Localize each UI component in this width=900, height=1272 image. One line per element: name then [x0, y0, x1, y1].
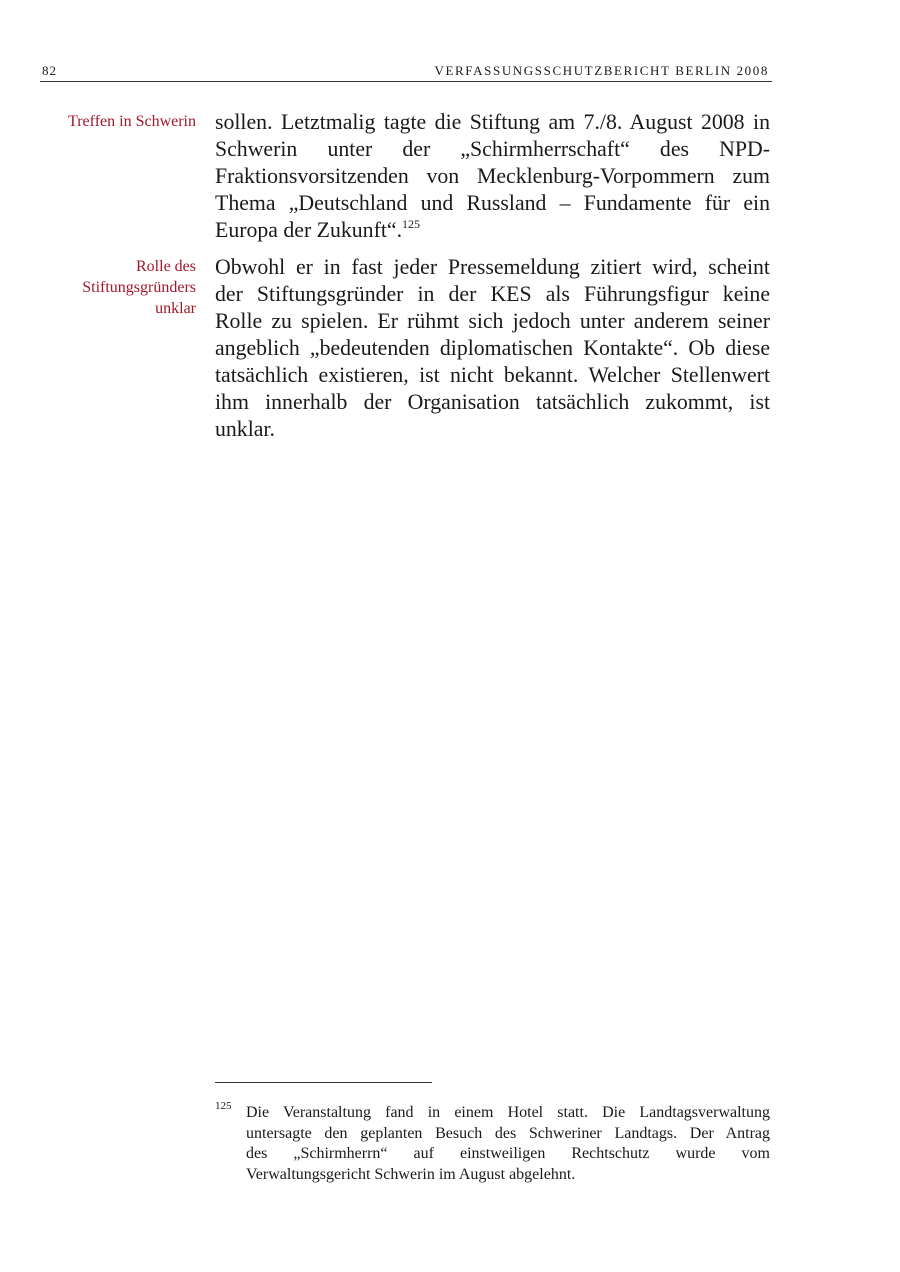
margin-note-treffen [26, 111, 196, 132]
paragraph-line-text: Europa der Zukunft“. [215, 218, 403, 242]
margin-note-line: Rolle des [136, 258, 196, 275]
footnote-line-last: Verwaltungsgericht Schwerin im August abgelehnt. [246, 1165, 576, 1183]
paragraph-line: Rolle zu spielen. Er rühmt sich jedoch unter anderem seiner [215, 309, 770, 333]
footnote-reference[interactable]: 125 [402, 217, 421, 231]
footnote-line: Die Veranstaltung fand in einem Hotel statt. Die Landtagsverwaltung [246, 1104, 770, 1121]
paragraph-line: tatsächlich existieren, ist nicht bekannt. Welcher Stellenwert [215, 363, 770, 387]
paragraph-line: Thema „Deutschland und Russland – Fundamente für ein [215, 191, 770, 215]
running-header-title: VERFASSUNGSSCHUTZBERICHT BERLIN 2008 [434, 63, 769, 78]
body-paragraph-1 [215, 109, 770, 244]
paragraph-line: der Stiftungsgründer in der KES als Führungsfigur keine [215, 282, 770, 306]
body-paragraph-2 [215, 254, 770, 443]
margin-note-line: Treffen in Schwerin [68, 113, 196, 130]
paragraph-line-last: unklar. [215, 417, 275, 441]
margin-note-rolle [26, 256, 196, 319]
footnote-text [246, 1103, 770, 1185]
paragraph-line: angeblich „bedeutenden diplomatischen Kontakte“. Ob diese [215, 336, 770, 360]
paragraph-line: Obwohl er in fast jeder Pressemeldung zitiert wird, scheint [215, 255, 770, 279]
page-number: 82 [42, 63, 57, 78]
footnote-line: des „Schirmherrn“ auf einstweiligen Rechtschutz wurde vom [246, 1145, 770, 1162]
paragraph-line: Fraktionsvorsitzenden von Mecklenburg-Vorpommern zum [215, 164, 770, 188]
paragraph-line: sollen. Letztmalig tagte die Stiftung am 7./8. August 2008 in [215, 110, 770, 134]
margin-note-line: Stiftungsgründers [82, 279, 196, 296]
header-rule [40, 81, 772, 82]
footnote-number: 125 [215, 1100, 232, 1112]
margin-note-line: unklar [155, 300, 196, 317]
paragraph-line: ihm innerhalb der Organisation tatsächlich zukommt, ist [215, 390, 770, 414]
paragraph-line-last [215, 217, 770, 244]
footnote-line: untersagte den geplanten Besuch des Schweriner Landtags. Der Antrag [246, 1124, 770, 1142]
paragraph-line: Schwerin unter der „Schirmherrschaft“ des NPD- [215, 137, 770, 161]
footnote-rule [215, 1082, 432, 1083]
